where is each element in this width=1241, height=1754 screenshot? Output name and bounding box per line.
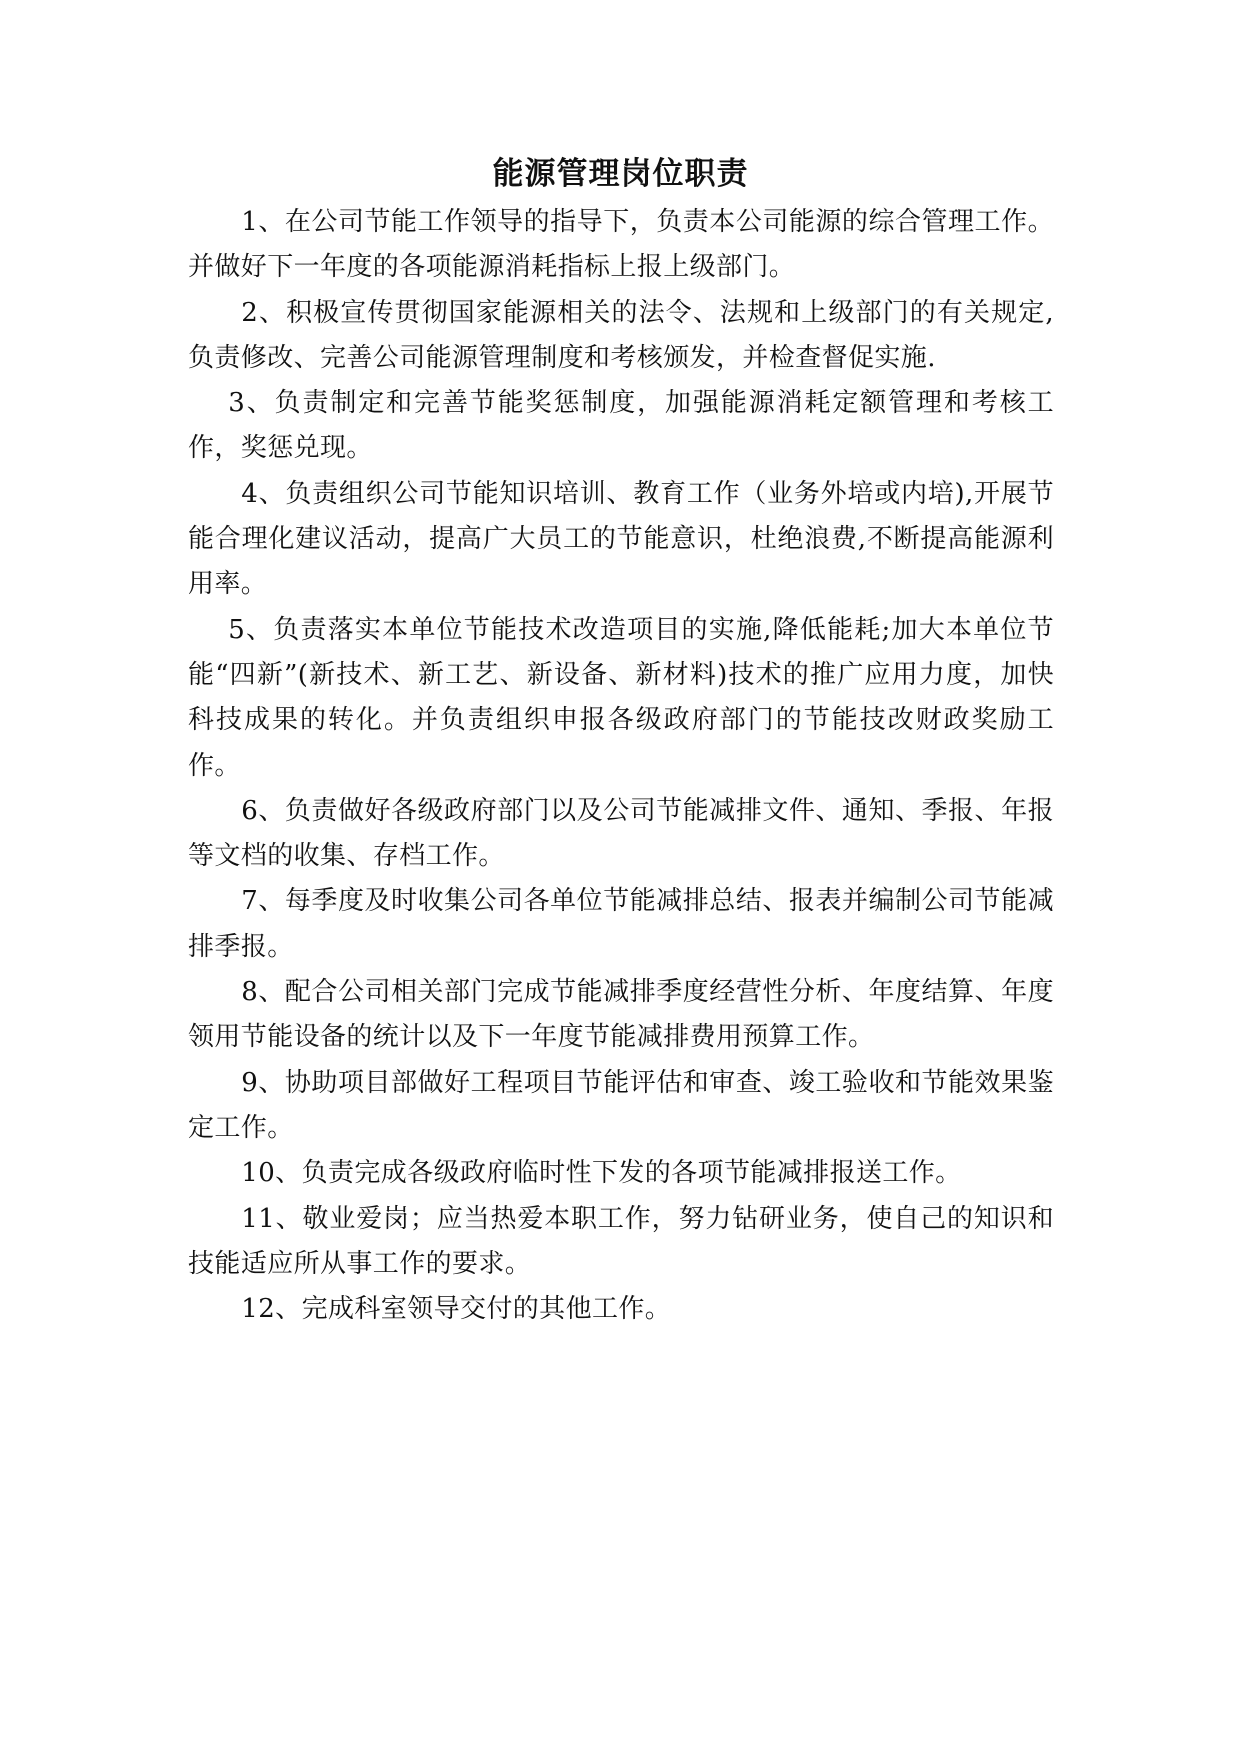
duty-paragraph-2: 2、积极宣传贯彻国家能源相关的法令、法规和上级部门的有关规定,负责修改、完善公司能源管理制度和考核颁发，并检查督促实施. (188, 297, 1054, 373)
duty-paragraph-7: 7、每季度及时收集公司各单位节能减排总结、报表并编制公司节能减排季报。 (188, 886, 1054, 962)
duty-paragraph-9: 9、协助项目部做好工程项目节能评估和审查、竣工验收和节能效果鉴定工作。 (188, 1067, 1054, 1143)
duty-paragraph-11: 11、敬业爱岗；应当热爱本职工作，努力钻研业务，使自己的知识和技能适应所从事工作的要求。 (188, 1203, 1054, 1279)
duty-paragraph-1: 1、在公司节能工作领导的指导下，负责本公司能源的综合管理工作。并做好下一年度的各项能源消耗指标上报上级部门。 (188, 207, 1054, 283)
duty-paragraph-10: 10、负责完成各级政府临时性下发的各项节能减排报送工作。 (241, 1158, 962, 1189)
duty-paragraph-3: 3、负责制定和完善节能奖惩制度，加强能源消耗定额管理和考核工作，奖惩兑现。 (188, 388, 1054, 464)
duty-paragraph-12: 12、完成科室领导交付的其他工作。 (241, 1294, 672, 1325)
document-title: 能源管理岗位职责 (492, 156, 749, 192)
duty-paragraph-6: 6、负责做好各级政府部门以及公司节能减排文件、通知、季报、年报等文档的收集、存档工作。 (188, 795, 1054, 872)
duty-paragraph-5: 5、负责落实本单位节能技术改造项目的实施,降低能耗;加大本单位节能“四新”(新技术、新工艺、新设备、新材料)技术的推广应用力度，加快科技成果的转化。并负责组织申报各级政府部门的节能技改财政奖励工作。 (188, 614, 1054, 781)
duty-paragraph-4: 4、负责组织公司节能知识培训、教育工作（业务外培或内培),开展节能合理化建议活动，提高广大员工的节能意识，杜绝浪费,不断提高能源利用率。 (188, 478, 1054, 600)
document-body (188, 200, 1054, 1332)
duty-paragraph-8: 8、配合公司相关部门完成节能减排季度经营性分析、年度结算、年度领用节能设备的统计以及下一年度节能减排费用预算工作。 (188, 977, 1054, 1053)
